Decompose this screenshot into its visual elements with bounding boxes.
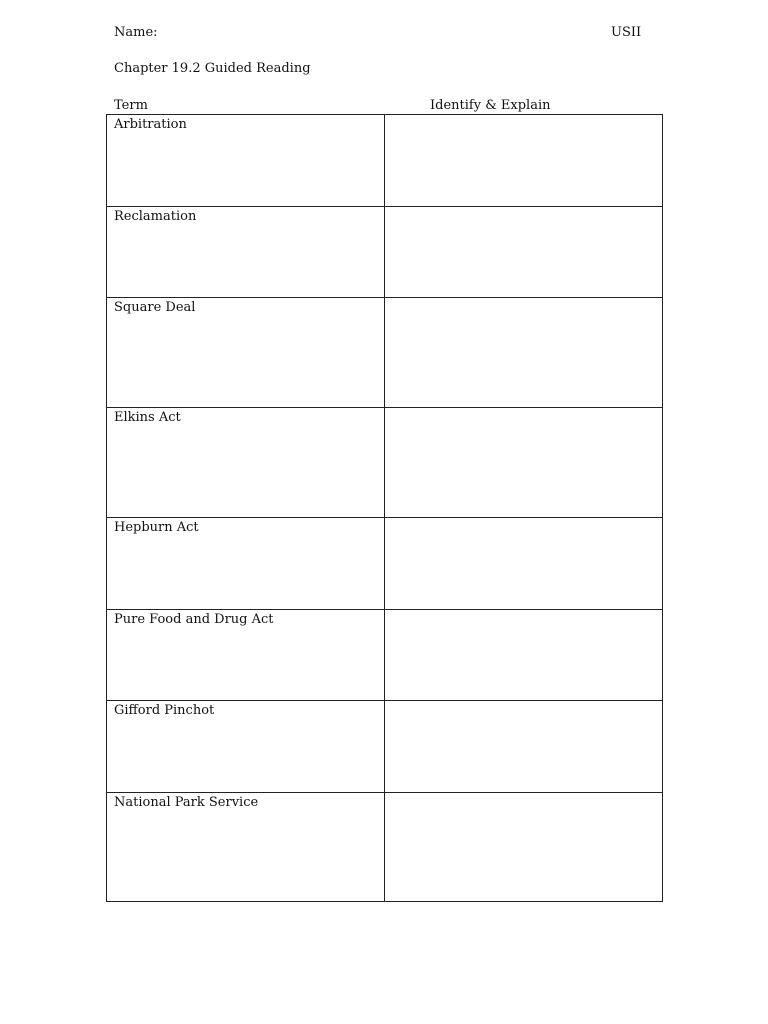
table-row [107, 408, 663, 518]
explanation-cell[interactable] [385, 408, 663, 518]
table-row [107, 701, 663, 793]
table-row [107, 115, 663, 207]
term-cell: Gifford Pinchot [107, 701, 385, 793]
term-cell: Hepburn Act [107, 518, 385, 610]
table-row [107, 518, 663, 610]
explanation-cell[interactable] [385, 518, 663, 610]
term-cell: Square Deal [107, 298, 385, 408]
term-cell: Reclamation [107, 207, 385, 298]
terms-table [106, 114, 663, 902]
explanation-cell[interactable] [385, 793, 663, 902]
table-row [107, 298, 663, 408]
column-header-term: Term [114, 98, 148, 113]
table-row [107, 207, 663, 298]
column-header-identify-explain: Identify & Explain [430, 98, 551, 113]
explanation-cell[interactable] [385, 207, 663, 298]
table-row [107, 610, 663, 701]
name-label: Name: [114, 25, 158, 40]
term-cell: Arbitration [107, 115, 385, 207]
term-cell: National Park Service [107, 793, 385, 902]
course-label: USII [611, 25, 642, 40]
explanation-cell[interactable] [385, 701, 663, 793]
term-cell: Pure Food and Drug Act [107, 610, 385, 701]
explanation-cell[interactable] [385, 610, 663, 701]
explanation-cell[interactable] [385, 298, 663, 408]
table-row [107, 793, 663, 902]
term-cell: Elkins Act [107, 408, 385, 518]
chapter-title: Chapter 19.2 Guided Reading [114, 61, 311, 76]
explanation-cell[interactable] [385, 115, 663, 207]
